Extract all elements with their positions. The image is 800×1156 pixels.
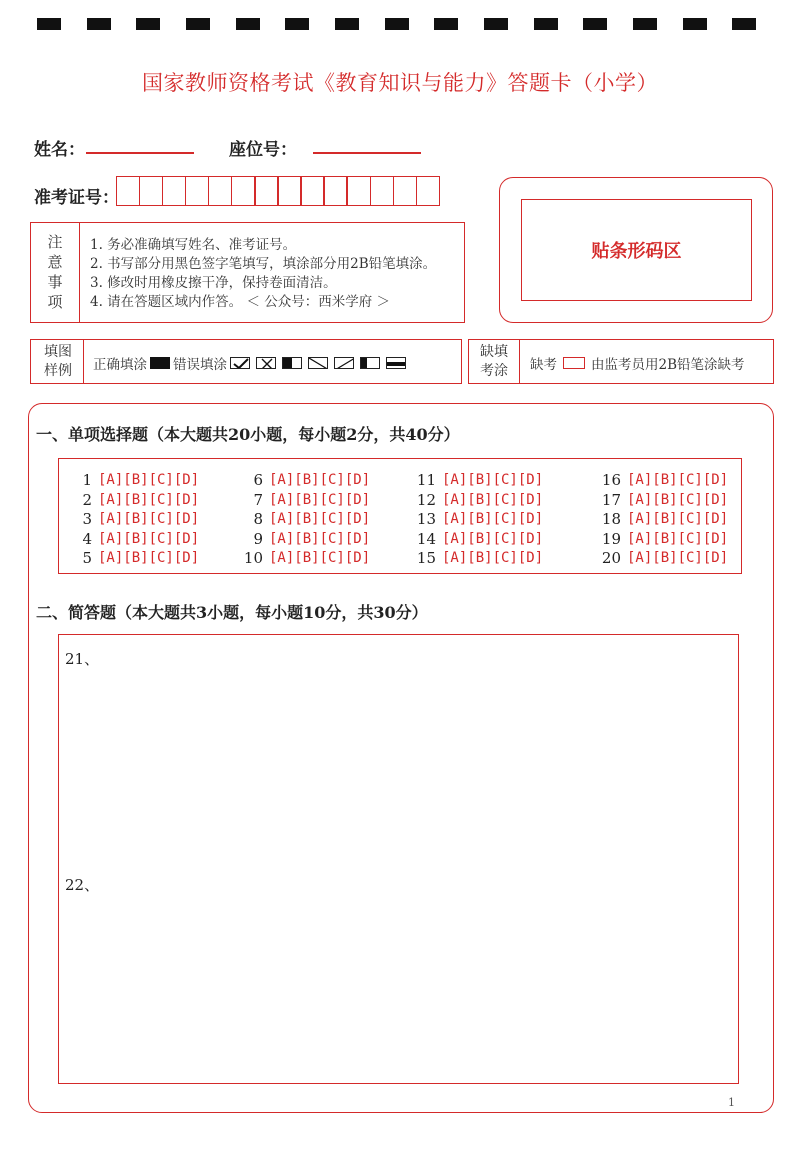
question-number: 14 [416,529,436,548]
diagonal-down-icon [308,357,328,369]
name-field[interactable] [86,152,194,154]
answer-options[interactable]: [A][B][C][D] [98,491,200,508]
absent-note: 由监考员用2B铅笔涂缺考 [591,357,745,373]
answer-options[interactable]: [A][B][C][D] [98,472,200,488]
answer-options[interactable]: [A][B][C][D] [269,472,371,488]
partial-fill-icon [360,357,380,369]
barcode-label: 贴条形码区 [591,241,682,262]
answer-options[interactable]: [A][B][C][D] [627,550,729,567]
answer-options[interactable]: [A][B][C][D] [442,472,544,488]
mcq-question[interactable] [402,529,543,549]
correct-fill-label: 正确填涂 [93,357,147,373]
fill-example-row [93,353,409,373]
absent-label: 缺考 [530,357,557,373]
answer-options[interactable]: [A][B][C][D] [442,530,544,547]
question-number: 3 [82,510,92,529]
section1-title: 一、单项选择题（本大题共20小题，每小题2分，共40分） [36,425,460,444]
notice-line: 2. 书写部分用黑色签字笔填写，填涂部分用2B铅笔填涂。 [90,256,437,272]
q21-label: 21、 [65,650,100,668]
page-number: 1 [728,1096,735,1109]
answer-options[interactable]: [A][B][C][D] [98,511,200,528]
mcq-question[interactable] [233,529,370,549]
answer-options[interactable]: [A][B][C][D] [442,511,544,528]
answer-options[interactable]: [A][B][C][D] [98,550,200,567]
mcq-question[interactable] [62,548,199,568]
notice-line: 3. 修改时用橡皮擦干净，保持卷面清洁。 [90,275,337,291]
mcq-question[interactable] [402,490,543,510]
question-number: 2 [82,490,92,509]
question-number: 10 [243,549,263,568]
correct-fill-mark [150,357,170,369]
q22-label: 22、 [65,876,100,894]
notice-line: 1. 务必准确填写姓名、准考证号。 [90,237,297,253]
diagonal-up-icon [334,357,354,369]
answer-options[interactable]: [A][B][C][D] [627,530,729,547]
question-number: 18 [601,510,621,529]
mcq-question[interactable] [402,548,543,568]
mcq-question[interactable] [233,509,370,529]
question-number: 15 [416,549,436,568]
notice-line: 4. 请在答题区域内作答。 ＜ 公众号：西米学府 ＞ [90,294,391,310]
section2-title: 二、简答题（本大题共3小题，每小题10分，共30分） [36,603,428,622]
seat-label: 座位号： [229,140,297,160]
question-number: 11 [416,471,436,489]
page-title: 国家教师资格考试《教育知识与能力》答题卡（小学） [142,71,658,95]
short-answer-area[interactable] [58,634,739,1084]
half-fill-left-icon [282,357,302,369]
answer-options[interactable]: [A][B][C][D] [627,472,729,488]
mcq-question[interactable] [587,490,728,510]
mcq-question[interactable] [587,548,728,568]
answer-options[interactable]: [A][B][C][D] [442,550,544,567]
mcq-question[interactable] [587,509,728,529]
answer-options[interactable]: [A][B][C][D] [269,511,371,528]
question-number: 4 [82,529,92,548]
seat-field[interactable] [313,152,421,154]
answer-options[interactable]: [A][B][C][D] [269,491,371,508]
mcq-question[interactable] [587,529,728,549]
absent-checkbox[interactable] [563,357,585,369]
question-number: 6 [253,471,263,489]
mcq-question[interactable] [402,509,543,529]
mcq-question[interactable] [62,529,199,549]
answer-options[interactable]: [A][B][C][D] [269,550,371,567]
cross-mark-icon [256,357,276,369]
notice-heading: 注意事项 [47,233,63,311]
fill-example-divider [83,339,84,384]
notice-lines [90,236,436,312]
mcq-question[interactable] [587,470,728,490]
id-number-grid[interactable] [117,176,440,206]
question-number: 7 [253,490,263,509]
check-mark-icon [230,357,250,369]
answer-options[interactable]: [A][B][C][D] [627,511,729,528]
mcq-question[interactable] [62,470,199,490]
mcq-question[interactable] [233,470,370,490]
id-label: 准考证号： [34,188,119,208]
answer-options[interactable]: [A][B][C][D] [98,530,200,547]
mcq-question[interactable] [402,470,543,490]
absent-heading: 缺填 考涂 [480,344,508,379]
mcq-question[interactable] [62,490,199,510]
question-number: 1 [82,471,92,489]
mcq-question[interactable] [62,509,199,529]
question-number: 12 [416,490,436,509]
question-number: 17 [601,490,621,509]
wrong-fill-label: 错误填涂 [173,357,227,373]
answer-options[interactable]: [A][B][C][D] [269,530,371,547]
question-number: 16 [601,471,621,489]
answer-options[interactable]: [A][B][C][D] [442,491,544,508]
question-number: 5 [82,549,92,568]
absent-divider [519,339,520,384]
fill-example-heading: 填图 样例 [44,344,72,379]
question-number: 9 [253,529,263,548]
name-label: 姓名： [34,140,85,160]
absent-row [530,353,745,373]
mcq-question[interactable] [233,490,370,510]
mcq-question[interactable] [233,548,370,568]
question-number: 8 [253,510,263,529]
question-number: 19 [601,529,621,548]
question-number: 13 [416,510,436,529]
timing-marks [0,18,800,30]
question-number: 20 [601,549,621,568]
notice-divider [79,222,80,323]
answer-options[interactable]: [A][B][C][D] [627,491,729,508]
bar-fill-icon [386,357,406,369]
